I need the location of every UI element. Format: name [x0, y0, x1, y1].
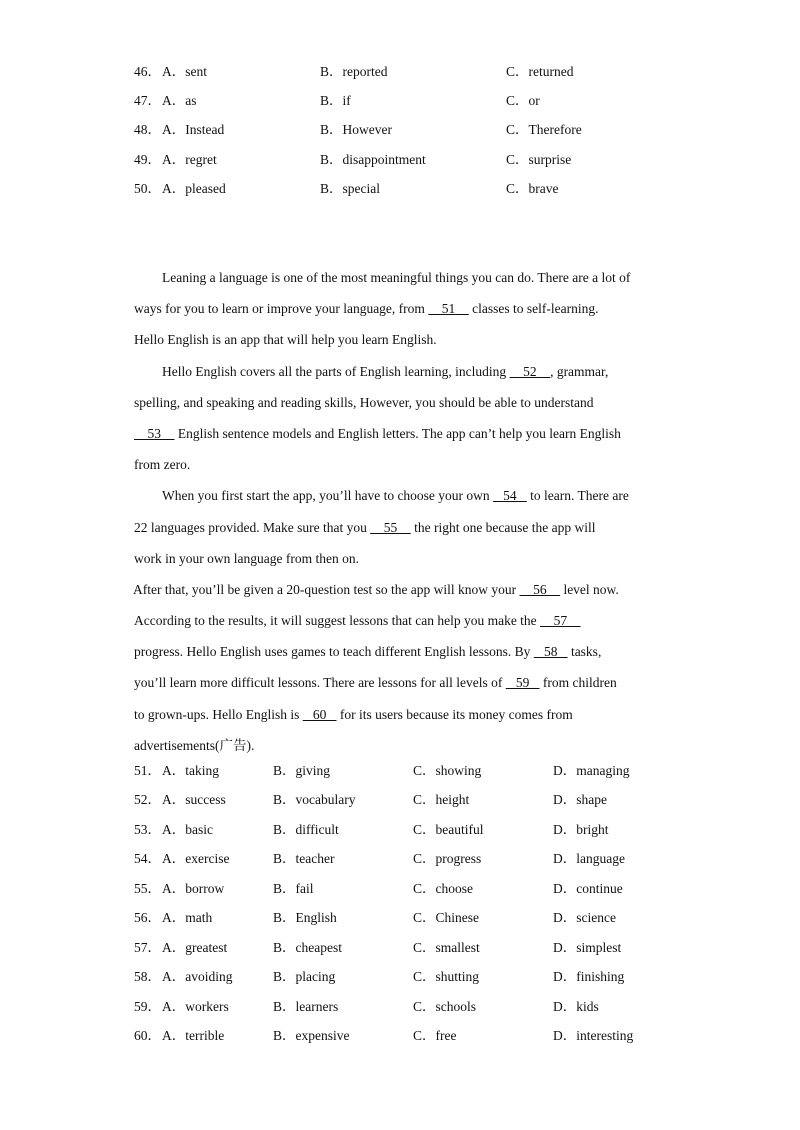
option-d: D．finishing [553, 969, 625, 984]
option-b: B．if [320, 93, 351, 108]
option-a: A．regret [162, 152, 217, 167]
option-c: C．schools [413, 999, 477, 1014]
option-b: B．difficult [273, 822, 339, 837]
passage-line [134, 636, 668, 667]
option-b: B．expensive [273, 1028, 350, 1043]
question-number: 59． [134, 999, 161, 1014]
option-b: B．English [273, 910, 337, 925]
option-a: A．taking [162, 763, 219, 778]
question-number: 50． [134, 181, 161, 196]
passage-line [134, 262, 668, 293]
blank-56: 56 [519, 581, 561, 597]
option-c: C．choose [413, 881, 473, 896]
option-b: B．placing [273, 969, 336, 984]
option-c: C．height [413, 792, 470, 807]
option-c: C．Chinese [413, 910, 479, 925]
blank-51: 51 [428, 301, 469, 317]
blank-54: 54 [493, 488, 527, 504]
option-a: A．avoiding [162, 969, 233, 984]
passage-text: , grammar, [550, 363, 609, 379]
option-b: B．special [320, 181, 380, 196]
blank-59: 59 [505, 675, 540, 691]
question-number: 60． [134, 1028, 161, 1043]
blank-57: 57 [540, 613, 581, 629]
question-number: 55． [134, 881, 161, 896]
question-number: 47． [134, 93, 161, 108]
passage-text: you’ll learn more difficult lessons. There are lessons for all levels of [134, 675, 506, 691]
option-a: A．sent [162, 64, 207, 79]
option-c: C．showing [413, 763, 482, 778]
option-b: B．fail [273, 881, 314, 896]
option-a: A．as [162, 93, 197, 108]
question-number: 57． [134, 940, 161, 955]
passage-line [134, 512, 668, 543]
passage-text: advertisements(广告). [134, 737, 255, 753]
option-d: D．science [553, 910, 616, 925]
passage-text: level now. [560, 581, 619, 597]
option-a: A．workers [162, 999, 229, 1014]
passage-text: English sentence models and English letters. The app can’t help you learn English [174, 425, 621, 441]
option-d: D．interesting [553, 1028, 634, 1043]
option-b: B．reported [320, 64, 388, 79]
option-d: D．kids [553, 999, 599, 1014]
question-number: 49． [134, 152, 161, 167]
question-number: 54． [134, 851, 161, 866]
option-d: D．simplest [553, 940, 622, 955]
option-c: C．beautiful [413, 822, 484, 837]
question-number: 48． [134, 122, 161, 137]
option-a: A．pleased [162, 181, 226, 196]
option-c: C．Therefore [506, 122, 582, 137]
passage-line [134, 543, 668, 574]
blank-58: 58 [533, 644, 568, 660]
blank-52: 52 [509, 363, 551, 379]
question-number: 56． [134, 910, 161, 925]
passage-line [134, 480, 668, 511]
option-b: B．giving [273, 763, 331, 778]
option-c: C．progress [413, 851, 482, 866]
passage-line [134, 667, 668, 698]
option-b: B．vocabulary [273, 792, 356, 807]
option-c: C．shutting [413, 969, 480, 984]
option-d: D．managing [553, 763, 630, 778]
passage-line [134, 605, 668, 636]
passage-text: Hello English covers all the parts of English learning, including [162, 363, 510, 379]
passage-text: ways for you to learn or improve your language, from [134, 301, 429, 317]
option-d: D．language [553, 851, 625, 866]
option-c: C．or [506, 93, 540, 108]
reading-passage [134, 262, 668, 761]
passage-text: work in your own language from then on. [134, 550, 359, 566]
option-d: D．bright [553, 822, 609, 837]
passage-text: the right one because the app will [410, 519, 596, 535]
passage-text: progress. Hello English uses games to teach different English lessons. By [134, 644, 534, 660]
question-number: 51． [134, 763, 161, 778]
passage-line [134, 356, 668, 387]
passage-text: tasks, [567, 644, 602, 660]
passage-line [134, 730, 668, 761]
passage-text: 22 languages provided. Make sure that you [134, 519, 371, 535]
option-a: A．borrow [162, 881, 225, 896]
passage-text: According to the results, it will suggest lessons that can help you make the [134, 613, 541, 629]
option-b: B．learners [273, 999, 339, 1014]
option-a: A．exercise [162, 851, 230, 866]
option-c: C．smallest [413, 940, 480, 955]
passage-text: classes to self-learning. [468, 301, 599, 317]
option-c: C．returned [506, 64, 574, 79]
passage-text: Hello English is an app that will help you learn English. [134, 332, 437, 348]
passage-text: spelling, and speaking and reading skills, However, you should be able to understand [134, 394, 594, 410]
passage-line [133, 574, 668, 605]
passage-line [134, 449, 668, 480]
passage-text: Leaning a language is one of the most meaningful things you can do. There are a lot of [162, 270, 631, 285]
passage-text: for its users because its money comes from [336, 706, 573, 722]
option-a: A．math [162, 910, 213, 925]
option-a: A．greatest [162, 940, 228, 955]
question-number: 46． [134, 64, 161, 79]
option-c: C．surprise [506, 152, 572, 167]
option-a: A．Instead [162, 122, 225, 137]
option-b: B．disappointment [320, 152, 426, 167]
blank-60: 60 [302, 706, 337, 722]
option-a: A．terrible [162, 1028, 225, 1043]
passage-line [134, 418, 668, 449]
question-number: 58． [134, 969, 161, 984]
passage-text: from zero. [134, 457, 191, 473]
option-b: B．cheapest [273, 940, 342, 955]
blank-55: 55 [370, 519, 411, 535]
option-d: D．continue [553, 881, 623, 896]
blank-53: 53 [134, 425, 175, 441]
option-b: B．However [320, 122, 392, 137]
passage-text: to grown-ups. Hello English is [134, 706, 303, 722]
option-c: C．brave [506, 181, 559, 196]
question-number: 53． [134, 822, 161, 837]
passage-line [134, 699, 668, 730]
passage-text: When you first start the app, you’ll have to choose your own [162, 488, 494, 504]
passage-text: After that, you’ll be given a 20-question test so the app will know your [133, 581, 520, 597]
question-number: 52． [134, 792, 161, 807]
option-c: C．free [413, 1028, 457, 1043]
option-a: A．basic [162, 822, 213, 837]
passage-text: from children [539, 675, 617, 691]
option-d: D．shape [553, 792, 607, 807]
passage-line [134, 387, 668, 418]
passage-line [134, 293, 668, 324]
passage-line [134, 324, 668, 355]
option-a: A．success [162, 792, 226, 807]
option-b: B．teacher [273, 851, 335, 866]
passage-text: to learn. There are [526, 488, 629, 504]
